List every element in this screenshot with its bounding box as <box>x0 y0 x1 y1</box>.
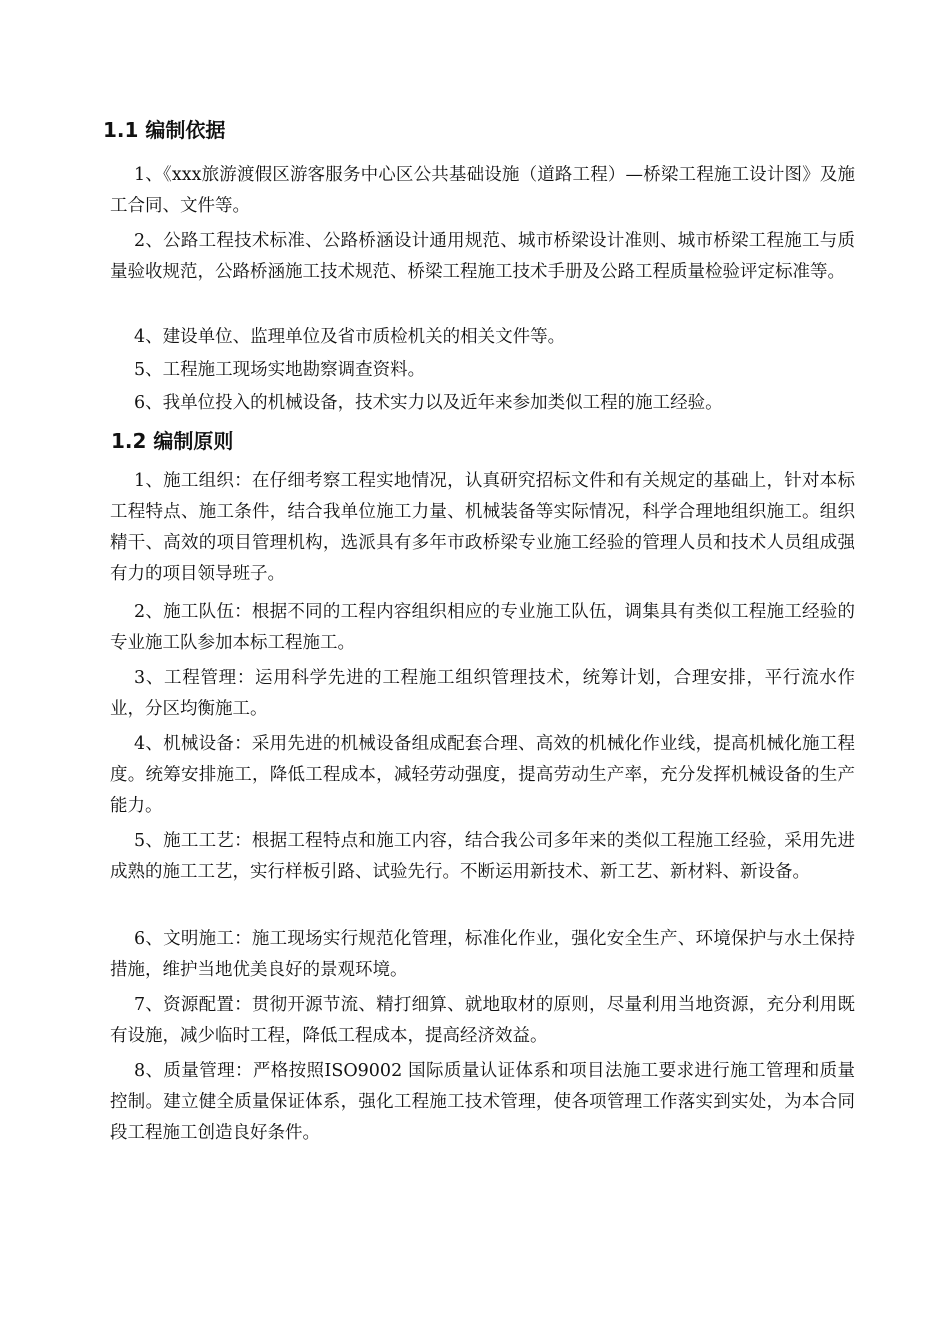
principle-paragraph-7: 7、资源配置：贯彻开源节流、精打细算、就地取材的原则，尽量利用当地资源，充分利用既有设施，减少临时工程，降低工程成本，提高经济效益。 <box>110 995 855 1046</box>
principle-paragraph-8: 8、质量管理：严格按照ISO9002 国际质量认证体系和项目法施工要求进行施工管理和质量控制。建立健全质量保证体系，强化工程施工技术管理，使各项管理工作落实到实处，为本合同段工程施工创造良好条件。 <box>110 1061 855 1143</box>
basis-paragraph-5: 5、工程施工现场实地勘察调查资料。 <box>134 360 426 380</box>
principle-paragraph-2: 2、施工队伍：根据不同的工程内容组织相应的专业施工队伍，调集具有类似工程施工经验的专业施工队参加本标工程施工。 <box>110 602 855 653</box>
principle-paragraph-5: 5、施工工艺：根据工程特点和施工内容，结合我公司多年来的类似工程施工经验，采用先进成熟的施工工艺，实行样板引路、试验先行。不断运用新技术、新工艺、新材料、新设备。 <box>110 831 855 882</box>
section-heading-compilation-principles: 1.2 编制原则 <box>111 429 234 453</box>
basis-paragraph-6: 6、我单位投入的机械设备，技术实力以及近年来参加类似工程的施工经验。 <box>134 393 723 413</box>
section-heading-compilation-basis: 1.1 编制依据 <box>103 118 226 142</box>
principle-paragraph-3: 3、工程管理：运用科学先进的工程施工组织管理技术，统筹计划，合理安排，平行流水作业，分区均衡施工。 <box>110 668 855 719</box>
basis-paragraph-1: 1、《xxx旅游渡假区游客服务中心区公共基础设施（道路工程）—桥梁工程施工设计图》及施工合同、文件等。 <box>110 165 855 216</box>
basis-paragraph-2: 2、公路工程技术标准、公路桥涵设计通用规范、城市桥梁设计准则、城市桥梁工程施工与质量验收规范，公路桥涵施工技术规范、桥梁工程施工技术手册及公路工程质量检验评定标准等。 <box>110 231 855 282</box>
basis-paragraph-4: 4、建设单位、监理单位及省市质检机关的相关文件等。 <box>134 327 566 347</box>
principle-paragraph-4: 4、机械设备：采用先进的机械设备组成配套合理、高效的机械化作业线，提高机械化施工程度。统筹安排施工，降低工程成本，减轻劳动强度，提高劳动生产率，充分发挥机械设备的生产能力。 <box>110 734 855 816</box>
principle-paragraph-6: 6、文明施工：施工现场实行规范化管理，标准化作业，强化安全生产、环境保护与水土保持措施，维护当地优美良好的景观环境。 <box>110 929 855 980</box>
principle-paragraph-1: 1、施工组织：在仔细考察工程实地情况，认真研究招标文件和有关规定的基础上，针对本标工程特点、施工条件，结合我单位施工力量、机械装备等实际情况，科学合理地组织施工。组织精干、高效的项目管理机构，选派具有多年市政桥梁专业施工经验的管理人员和技术人员组成强有力的项目领导班子。 <box>110 471 855 584</box>
